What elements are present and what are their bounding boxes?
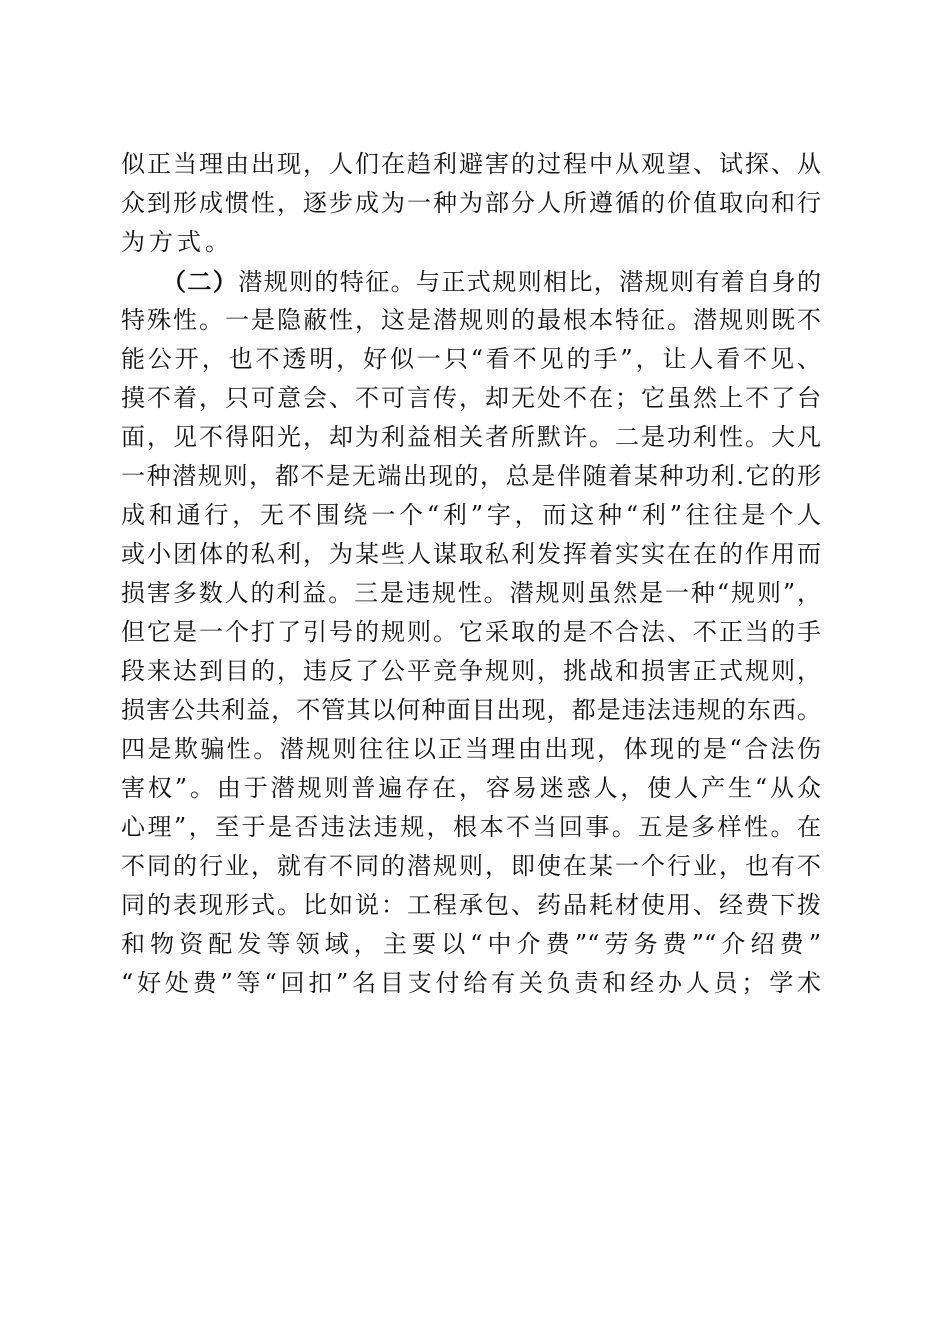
section-marker: （二）	[162, 267, 239, 296]
text-line-18: 心理”，至于是否违法违规，根本不当回事。五是多样性。在	[121, 813, 821, 841]
text-line-16: 四是欺骗性。潜规则往往以正当理由出现，体现的是“合法伤	[121, 735, 821, 763]
text-line-10: 成和通行，无不围绕一个“利”字，而这种“利”往往是个人	[121, 501, 821, 529]
text-line-14: 段来达到目的，违反了公平竞争规则，挑战和损害正式规则，	[121, 657, 821, 685]
text-line-20: 同的表现形式。比如说：工程承包、药品耗材使用、经费下拨	[121, 891, 821, 919]
section-heading-line	[121, 262, 821, 301]
text-line-4: 潜规则的特征。与正式规则相比，潜规则有着自身的	[238, 268, 822, 296]
text-line-2: 众到形成惯性，逐步成为一种为部分人所遵循的价值取向和行	[121, 189, 821, 217]
text-line-9: 一种潜规则，都不是无端出现的，总是伴随着某种功利.它的形	[121, 462, 821, 490]
text-line-13: 但它是一个打了引号的规则。它采取的是不合法、不正当的手	[121, 618, 821, 646]
text-line-12: 损害多数人的利益。三是违规性。潜规则虽然是一种“规则”，	[121, 579, 821, 607]
text-line-7: 摸不着，只可意会、不可言传，却无处不在；它虽然上不了台	[121, 384, 821, 412]
text-line-6: 能公开，也不透明，好似一只“看不见的手”，让人看不见、	[121, 345, 821, 373]
text-line-1: 似正当理由出现，人们在趋利避害的过程中从观望、试探、从	[121, 150, 821, 178]
text-line-15: 损害公共利益，不管其以何种面目出现，都是违法违规的东西。	[121, 696, 821, 724]
text-line-17: 害权”。由于潜规则普遍存在，容易迷惑人，使人产生“从众	[121, 774, 821, 802]
text-line-5: 特殊性。一是隐蔽性，这是潜规则的最根本特征。潜规则既不	[121, 306, 821, 334]
text-line-8: 面，见不得阳光，却为利益相关者所默许。二是功利性。大凡	[121, 423, 821, 451]
text-line-22: “好处费”等“回扣”名目支付给有关负责和经办人员；学术	[121, 969, 821, 997]
text-line-11: 或小团体的私利，为某些人谋取私利发挥着实实在在的作用而	[121, 540, 821, 568]
text-line-3: 为方式。	[121, 228, 233, 256]
text-line-21: 和物资配发等领域，主要以“中介费”“劳务费”“介绍费”	[121, 930, 821, 958]
text-line-19: 不同的行业，就有不同的潜规则，即使在某一个行业，也有不	[121, 852, 821, 880]
body-text	[121, 145, 841, 1003]
